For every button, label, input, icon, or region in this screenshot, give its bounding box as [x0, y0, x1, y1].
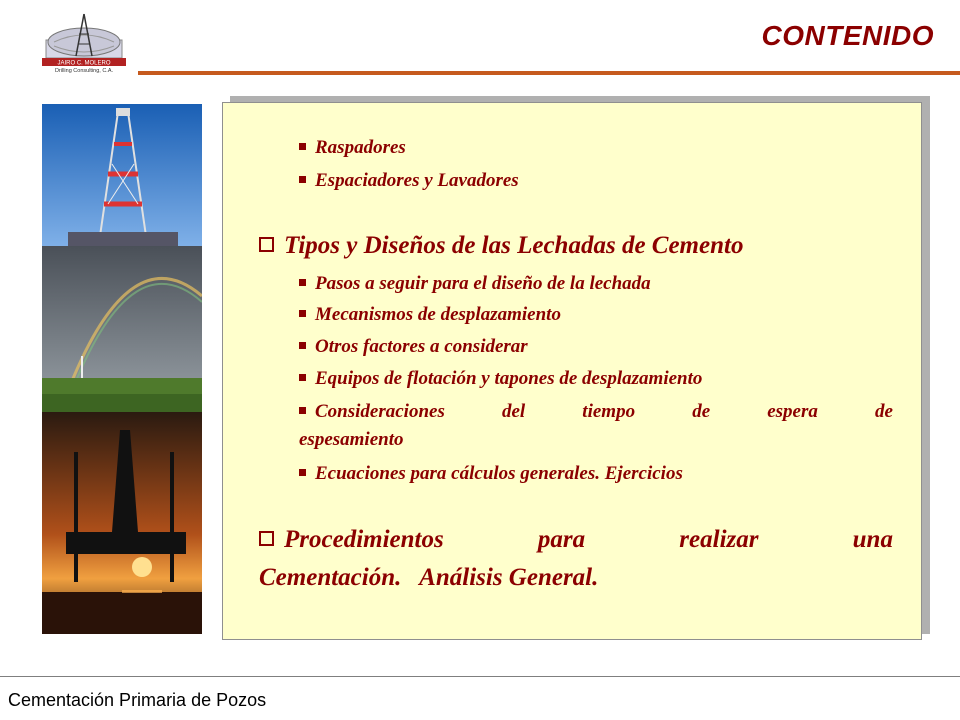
list-item-text: Espaciadores y Lavadores [315, 170, 519, 191]
square-bullet-icon [299, 310, 306, 317]
list-item-first-word: Consideraciones [299, 401, 445, 423]
offshore-platform-photo [42, 412, 202, 634]
section-heading-word: una [852, 526, 893, 553]
square-bullet-icon [299, 407, 306, 414]
list-item [299, 137, 406, 159]
list-item-text: Ecuaciones para cálculos generales. Ejercicios [315, 463, 683, 484]
section-heading-first-word: Procedimientos [259, 525, 444, 555]
list-item [299, 304, 561, 326]
list-item-text: Mecanismos de desplazamiento [315, 304, 561, 325]
list-item-continuation: espesamiento [299, 429, 404, 450]
list-item-text: Otros factores a considerar [315, 336, 528, 357]
square-bullet-icon [299, 342, 306, 349]
section-heading-word: para [537, 526, 586, 553]
content-box [222, 102, 922, 640]
list-item-text: Raspadores [315, 137, 406, 158]
list-item-word: del [501, 401, 526, 422]
section-heading [259, 231, 743, 261]
logo-text-subtitle: Drilling Consulting, C.A. [54, 68, 114, 74]
list-item [299, 401, 893, 423]
square-bullet-icon [299, 469, 306, 476]
list-item [299, 336, 528, 358]
title-underline [138, 71, 960, 75]
footer-divider [0, 676, 960, 677]
list-item [299, 170, 519, 192]
company-logo [40, 12, 128, 74]
square-bullet-icon [299, 143, 306, 150]
list-item [299, 463, 683, 485]
list-item [299, 368, 702, 390]
square-bullet-icon [299, 374, 306, 381]
square-bullet-icon [299, 279, 306, 286]
checkbox-bullet-icon [259, 531, 274, 546]
list-item-word: espera [767, 401, 818, 422]
section-heading-word: realizar [679, 526, 759, 553]
section-heading-text: Tipos y Diseños de las Lechadas de Cemento [284, 232, 744, 259]
square-bullet-icon [299, 176, 306, 183]
drilling-rig-photo [42, 104, 202, 246]
slide-title: CONTENIDO [761, 20, 934, 51]
footer-text: Cementación Primaria de Pozos [8, 690, 267, 710]
list-item-word: de [692, 401, 711, 422]
rainbow-field-photo [42, 246, 202, 412]
section-heading [259, 525, 893, 555]
list-item-word: de [875, 401, 893, 422]
list-item [299, 273, 651, 295]
photo-strip [42, 104, 202, 634]
list-item-text: Equipos de flotación y tapones de desplazamiento [315, 368, 703, 389]
logo-text-name: JAIRO C. MOLERO [57, 60, 111, 67]
list-item-text: Pasos a seguir para el diseño de la lechada [315, 273, 651, 294]
section-heading-continuation: Cementación. Análisis General. [259, 564, 599, 591]
checkbox-bullet-icon [259, 237, 274, 252]
list-item-word: tiempo [582, 401, 636, 422]
